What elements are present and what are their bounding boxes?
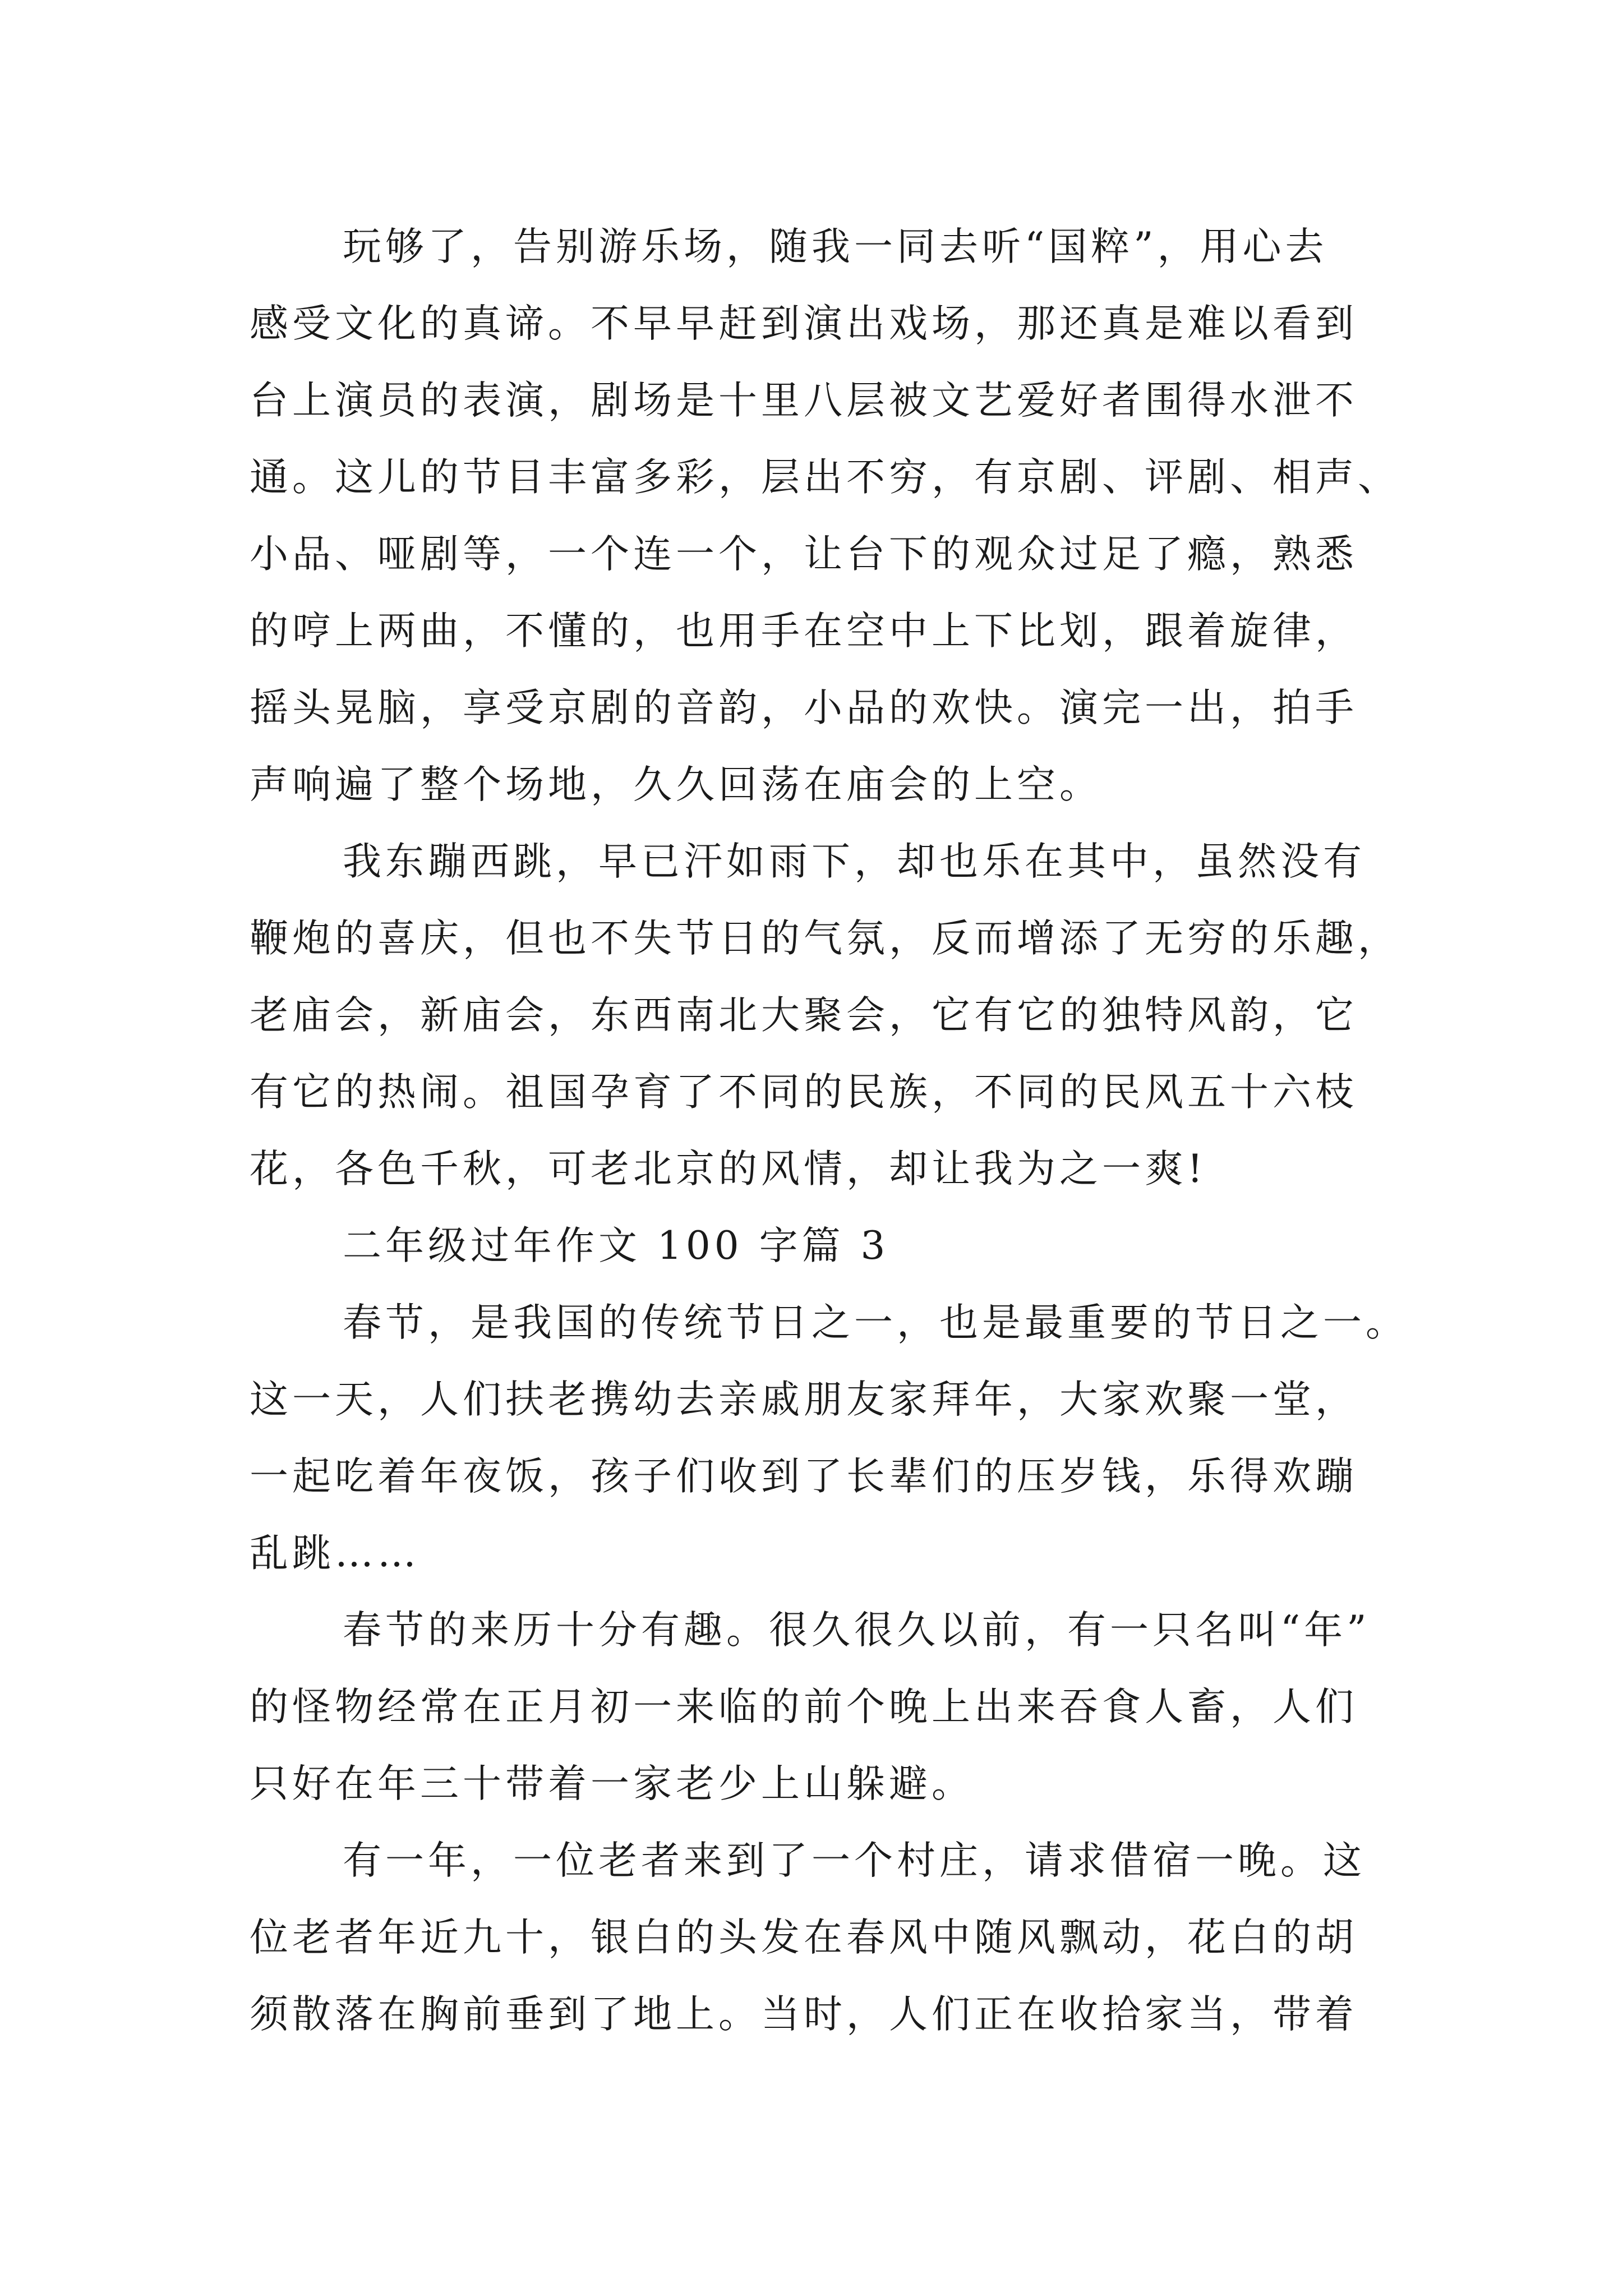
text-line: 只好在年三十带着一家老少上山躲避。 <box>250 1761 974 1806</box>
text-line: 老庙会，新庙会，东西南北大聚会，它有它的独特风韵，它 <box>250 993 1358 1038</box>
paragraph-first-line: 二年级过年作文 100 字篇 3 <box>343 1223 889 1268</box>
paragraph-first-line: 春节的来历十分有趣。很久很久以前，有一只名叫“年” <box>343 1608 1371 1653</box>
text-line: 鞭炮的喜庆，但也不失节日的气氛，反而增添了无穷的乐趣， <box>250 916 1400 961</box>
text-line: 花，各色千秋，可老北京的风情，却让我为之一爽! <box>250 1147 1207 1191</box>
text-line: 声响遍了整个场地，久久回荡在庙会的上空。 <box>250 762 1102 807</box>
paragraph-first-line: 我东蹦西跳，早已汗如雨下，却也乐在其中，虽然没有 <box>343 839 1366 884</box>
text-line: 小品、哑剧等，一个连一个，让台下的观众过足了瘾，熟悉 <box>250 532 1358 577</box>
text-line: 的哼上两曲，不懂的，也用手在空中上下比划，跟着旋律， <box>250 609 1358 654</box>
text-line: 感受文化的真谛。不早早赶到演出戏场，那还真是难以看到 <box>250 301 1358 346</box>
text-line: 乱跳…… <box>250 1531 420 1576</box>
text-line: 须散落在胸前垂到了地上。当时，人们正在收拾家当，带着 <box>250 1992 1358 2037</box>
text-line: 位老者年近九十，银白的头发在春风中随风飘动，花白的胡 <box>250 1915 1358 1960</box>
paragraph-first-line: 玩够了，告别游乐场，随我一同去听“国粹”，用心去 <box>343 224 1328 269</box>
paragraph-first-line: 春节，是我国的传统节日之一，也是最重要的节日之一。 <box>343 1300 1408 1345</box>
text-line: 有它的热闹。祖国孕育了不同的民族，不同的民风五十六枝 <box>250 1070 1358 1115</box>
text-line: 这一天，人们扶老携幼去亲戚朋友家拜年，大家欢聚一堂， <box>250 1377 1358 1422</box>
text-line: 通。这儿的节目丰富多彩，层出不穷，有京剧、评剧、相声、 <box>250 455 1400 500</box>
text-line: 的怪物经常在正月初一来临的前个晚上出来吞食人畜，人们 <box>250 1685 1358 1729</box>
paragraph-first-line: 有一年，一位老者来到了一个村庄，请求借宿一晚。这 <box>343 1838 1366 1883</box>
document-body <box>250 209 1408 2053</box>
text-line: 台上演员的表演，剧场是十里八层被文艺爱好者围得水泄不 <box>250 378 1358 423</box>
text-line: 摇头晃脑，享受京剧的音韵，小品的欢快。演完一出，拍手 <box>250 685 1358 730</box>
text-line: 一起吃着年夜饭，孩子们收到了长辈们的压岁钱，乐得欢蹦 <box>250 1454 1358 1499</box>
